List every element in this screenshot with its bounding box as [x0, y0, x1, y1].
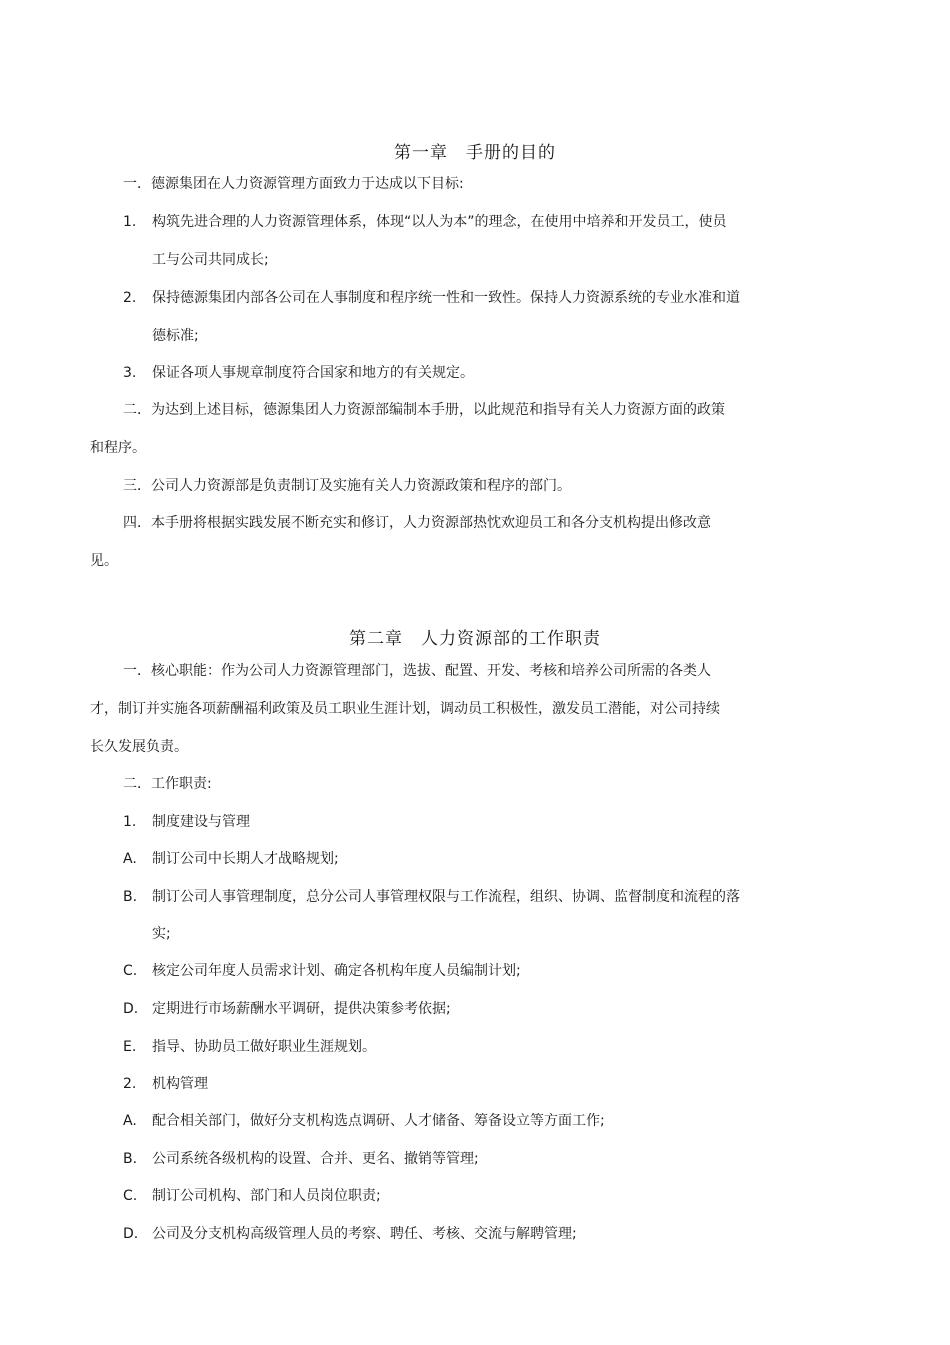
- ch1-item-1-line-2: 工与公司共同成长;: [152, 252, 269, 268]
- ch2-s2-item-b-letter: B.: [123, 1151, 138, 1167]
- ch1-item-2-line-2: 德标准;: [152, 328, 199, 344]
- ch2-s1-item-a: 制订公司中长期人才战略规划;: [152, 851, 339, 867]
- ch2-section-2-number: 2.: [123, 1076, 137, 1092]
- ch2-paragraph-1-line-2: 才，制订并实施各项薪酬福利政策及员工职业生涯计划，调动员工积极性，激发员工潜能，对公司持续: [90, 701, 720, 717]
- ch2-paragraph-1-line-3: 长久发展负责。: [90, 739, 188, 755]
- ch2-s1-item-d: 定期进行市场薪酬水平调研，提供决策参考依据;: [152, 1001, 451, 1017]
- ch2-s1-item-a-letter: A.: [123, 851, 137, 867]
- ch1-item-2-number: 2.: [123, 290, 137, 306]
- ch2-s2-item-c-letter: C.: [123, 1188, 138, 1204]
- ch1-paragraph-4-line-1: 四．本手册将根据实践发展不断充实和修订，人力资源部热忱欢迎员工和各分支机构提出修改意: [123, 515, 711, 531]
- ch2-section-1-heading: 制度建设与管理: [152, 814, 250, 830]
- ch1-paragraph-3: 三．公司人力资源部是负责制订及实施有关人力资源政策和程序的部门。: [123, 478, 571, 494]
- ch2-paragraph-1-line-1: 一．核心职能：作为公司人力资源管理部门，选拔、配置、开发、考核和培养公司所需的各类人: [123, 663, 711, 679]
- ch1-item-3-line-1: 保证各项人事规章制度符合国家和地方的有关规定。: [152, 365, 474, 381]
- ch1-item-3-number: 3.: [123, 365, 137, 381]
- ch2-s1-item-c-letter: C.: [123, 963, 138, 979]
- ch2-s2-item-b: 公司系统各级机构的设置、合并、更名、撤销等管理;: [152, 1151, 479, 1167]
- ch1-paragraph-1: 一．德源集团在人力资源管理方面致力于达成以下目标:: [123, 176, 464, 192]
- ch2-s1-item-b-line-1: 制订公司人事管理制度，总分公司人事管理权限与工作流程，组织、协调、监督制度和流程的落: [152, 889, 740, 905]
- ch2-section-2-heading: 机构管理: [152, 1076, 208, 1092]
- ch2-s1-item-e-letter: E.: [123, 1039, 137, 1055]
- ch2-s2-item-a: 配合相关部门，做好分支机构选点调研、人才储备、筹备设立等方面工作;: [152, 1113, 605, 1129]
- ch1-item-2-line-1: 保持德源集团内部各公司在人事制度和程序统一性和一致性。保持人力资源系统的专业水准和道: [152, 290, 740, 306]
- ch1-paragraph-2-line-1: 二．为达到上述目标，德源集团人力资源部编制本手册，以此规范和指导有关人力资源方面的政策: [123, 402, 725, 418]
- chapter-2-title: 第二章 人力资源部的工作职责: [349, 629, 601, 649]
- ch1-paragraph-4-line-2: 见。: [90, 553, 118, 569]
- ch2-s1-item-b-line-2: 实;: [152, 926, 171, 942]
- ch2-paragraph-2: 二．工作职责:: [123, 776, 212, 792]
- ch1-paragraph-2-line-2: 和程序。: [90, 440, 146, 456]
- ch1-item-1-line-1: 构筑先进合理的人力资源管理体系，体现“以人为本”的理念，在使用中培养和开发员工，使员: [152, 214, 727, 230]
- ch2-s2-item-c: 制订公司机构、部门和人员岗位职责;: [152, 1188, 381, 1204]
- ch2-s1-item-c: 核定公司年度人员需求计划、确定各机构年度人员编制计划;: [152, 963, 521, 979]
- ch1-item-1-number: 1.: [123, 214, 137, 230]
- ch2-s2-item-d-letter: D.: [123, 1226, 139, 1242]
- ch2-s1-item-e: 指导、协助员工做好职业生涯规划。: [152, 1039, 376, 1055]
- ch2-s2-item-d: 公司及分支机构高级管理人员的考察、聘任、考核、交流与解聘管理;: [152, 1226, 577, 1242]
- ch2-s1-item-b-letter: B.: [123, 889, 138, 905]
- ch2-section-1-number: 1.: [123, 814, 137, 830]
- chapter-1-title: 第一章 手册的目的: [394, 143, 556, 163]
- ch2-s2-item-a-letter: A.: [123, 1113, 137, 1129]
- ch2-s1-item-d-letter: D.: [123, 1001, 139, 1017]
